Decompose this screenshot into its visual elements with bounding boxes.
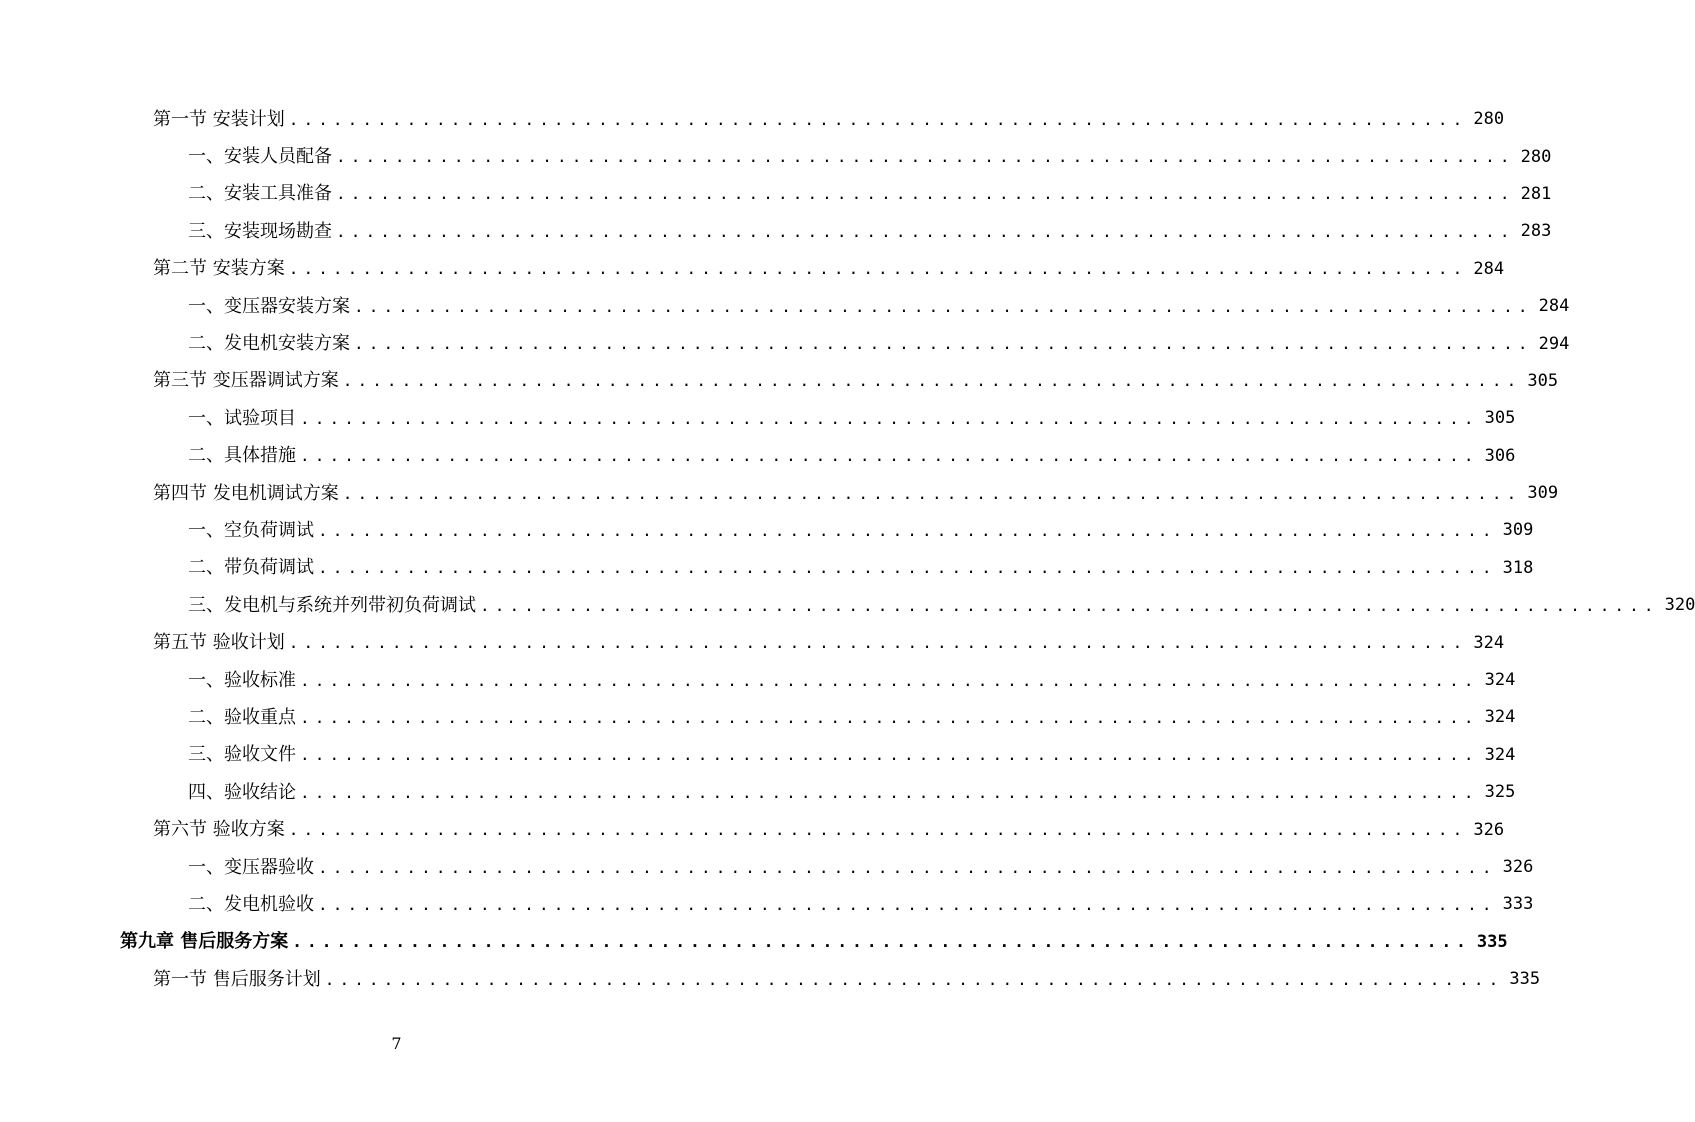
toc-leader-dots: ................................................................................ (288, 820, 1468, 840)
toc-entry-page: 326 (1473, 819, 1505, 840)
toc-entry-title: 第一节 售后服务计划 (153, 968, 321, 990)
toc-entry-title: 四、验收结论 (188, 781, 296, 803)
toc-entry-page: 306 (1484, 445, 1516, 466)
page-number: 7 (391, 1034, 402, 1053)
toc-entry-title: 第六节 验收方案 (153, 819, 285, 841)
toc-entry-title: 第五节 验收计划 (153, 632, 285, 654)
toc-entry-title: 三、发电机与系统并列带初负荷调试 (188, 594, 476, 616)
toc-leader-dots: ................................................................................ (336, 184, 1515, 204)
toc-entry-section[interactable] (0, 961, 1541, 998)
toc-entry-page: 284 (1538, 296, 1570, 317)
toc-entry-section[interactable] (0, 624, 1505, 661)
toc-entry-page: 333 (1502, 894, 1534, 915)
toc-entry-page: 335 (1476, 931, 1508, 952)
toc-entry-title: 一、验收标准 (188, 669, 296, 691)
toc-leader-dots: ................................................................................ (324, 969, 1504, 989)
toc-entry-title: 二、安装工具准备 (188, 183, 332, 205)
toc-entry-item[interactable] (0, 176, 1552, 213)
toc-entry-section[interactable] (0, 475, 1559, 512)
toc-entry-section[interactable] (0, 251, 1505, 288)
toc-leader-dots: ................................................................................ (292, 932, 1471, 952)
toc-entry-item[interactable] (0, 325, 1570, 362)
toc-leader-dots: ................................................................................ (318, 520, 1497, 540)
toc-entry-title: 第三节 变压器调试方案 (153, 370, 339, 392)
toc-entry-item[interactable] (0, 587, 1695, 624)
toc-entry-page: 294 (1538, 333, 1570, 354)
toc-entry-item[interactable] (0, 400, 1516, 437)
toc-entry-page: 280 (1520, 146, 1552, 167)
toc-entry-section[interactable] (0, 363, 1559, 400)
table-of-contents (0, 101, 1695, 998)
toc-entry-title: 第四节 发电机调试方案 (153, 482, 339, 504)
toc-entry-title: 第二节 安装方案 (153, 258, 285, 280)
toc-entry-item[interactable] (0, 550, 1534, 587)
toc-entry-title: 二、具体措施 (188, 445, 296, 467)
toc-leader-dots: ................................................................................ (336, 221, 1515, 241)
toc-entry-page: 309 (1527, 483, 1559, 504)
toc-entry-item[interactable] (0, 288, 1570, 325)
toc-entry-item[interactable] (0, 737, 1516, 774)
toc-entry-page: 280 (1473, 109, 1505, 130)
toc-leader-dots: ................................................................................ (318, 857, 1497, 877)
toc-entry-page: 283 (1520, 221, 1552, 242)
toc-leader-dots: ................................................................................ (300, 408, 1479, 428)
toc-leader-dots: ................................................................................ (354, 296, 1533, 316)
toc-entry-title: 三、验收文件 (188, 744, 296, 766)
toc-entry-section[interactable] (0, 811, 1505, 848)
toc-leader-dots: ................................................................................ (300, 670, 1479, 690)
toc-entry-title: 二、发电机验收 (188, 893, 314, 915)
toc-entry-page: 318 (1502, 557, 1534, 578)
toc-entry-item[interactable] (0, 886, 1534, 923)
toc-entry-item[interactable] (0, 138, 1552, 175)
toc-leader-dots: ................................................................................ (288, 259, 1468, 279)
toc-entry-title: 第一节 安装计划 (153, 108, 285, 130)
toc-entry-page: 305 (1484, 408, 1516, 429)
toc-entry-item[interactable] (0, 438, 1516, 475)
toc-leader-dots: ................................................................................ (300, 745, 1479, 765)
toc-leader-dots: ................................................................................ (300, 446, 1479, 466)
toc-entry-page: 325 (1484, 782, 1516, 803)
toc-entry-page: 305 (1527, 370, 1559, 391)
toc-leader-dots: ................................................................................ (300, 782, 1479, 802)
toc-entry-item[interactable] (0, 213, 1552, 250)
toc-leader-dots: ................................................................................ (342, 371, 1522, 391)
toc-entry-title: 一、变压器安装方案 (188, 295, 350, 317)
toc-entry-title: 一、空负荷调试 (188, 519, 314, 541)
toc-entry-page: 335 (1509, 969, 1541, 990)
toc-leader-dots: ................................................................................ (288, 109, 1468, 129)
toc-leader-dots: ................................................................................ (288, 633, 1468, 653)
toc-leader-dots: ................................................................................ (354, 334, 1533, 354)
toc-entry-section[interactable] (0, 101, 1505, 138)
toc-entry-title: 二、带负荷调试 (188, 557, 314, 579)
toc-entry-page: 324 (1484, 670, 1516, 691)
toc-entry-chapter[interactable] (0, 924, 1508, 961)
toc-entry-title: 一、试验项目 (188, 407, 296, 429)
toc-entry-title: 一、变压器验收 (188, 856, 314, 878)
toc-entry-page: 324 (1484, 707, 1516, 728)
toc-entry-title: 第九章 售后服务方案 (120, 931, 289, 953)
toc-entry-page: 324 (1473, 632, 1505, 653)
toc-entry-title: 二、验收重点 (188, 706, 296, 728)
toc-leader-dots: ................................................................................ (336, 147, 1515, 167)
toc-entry-title: 一、安装人员配备 (188, 146, 332, 168)
toc-entry-page: 324 (1484, 744, 1516, 765)
toc-entry-page: 281 (1520, 183, 1552, 204)
toc-leader-dots: ................................................................................ (342, 483, 1522, 503)
toc-leader-dots: ................................................................................ (318, 558, 1497, 578)
toc-entry-page: 284 (1473, 258, 1505, 279)
toc-entry-item[interactable] (0, 849, 1534, 886)
toc-entry-item[interactable] (0, 699, 1516, 736)
toc-leader-dots: ................................................................................ (318, 894, 1497, 914)
toc-leader-dots: ................................................................................ (480, 595, 1659, 615)
toc-entry-page: 320 (1664, 595, 1695, 616)
toc-entry-item[interactable] (0, 662, 1516, 699)
toc-entry-title: 三、安装现场勘查 (188, 220, 332, 242)
toc-entry-item[interactable] (0, 512, 1534, 549)
toc-entry-item[interactable] (0, 774, 1516, 811)
toc-entry-page: 309 (1502, 520, 1534, 541)
toc-entry-title: 二、发电机安装方案 (188, 333, 350, 355)
toc-leader-dots: ................................................................................ (300, 707, 1479, 727)
toc-entry-page: 326 (1502, 857, 1534, 877)
